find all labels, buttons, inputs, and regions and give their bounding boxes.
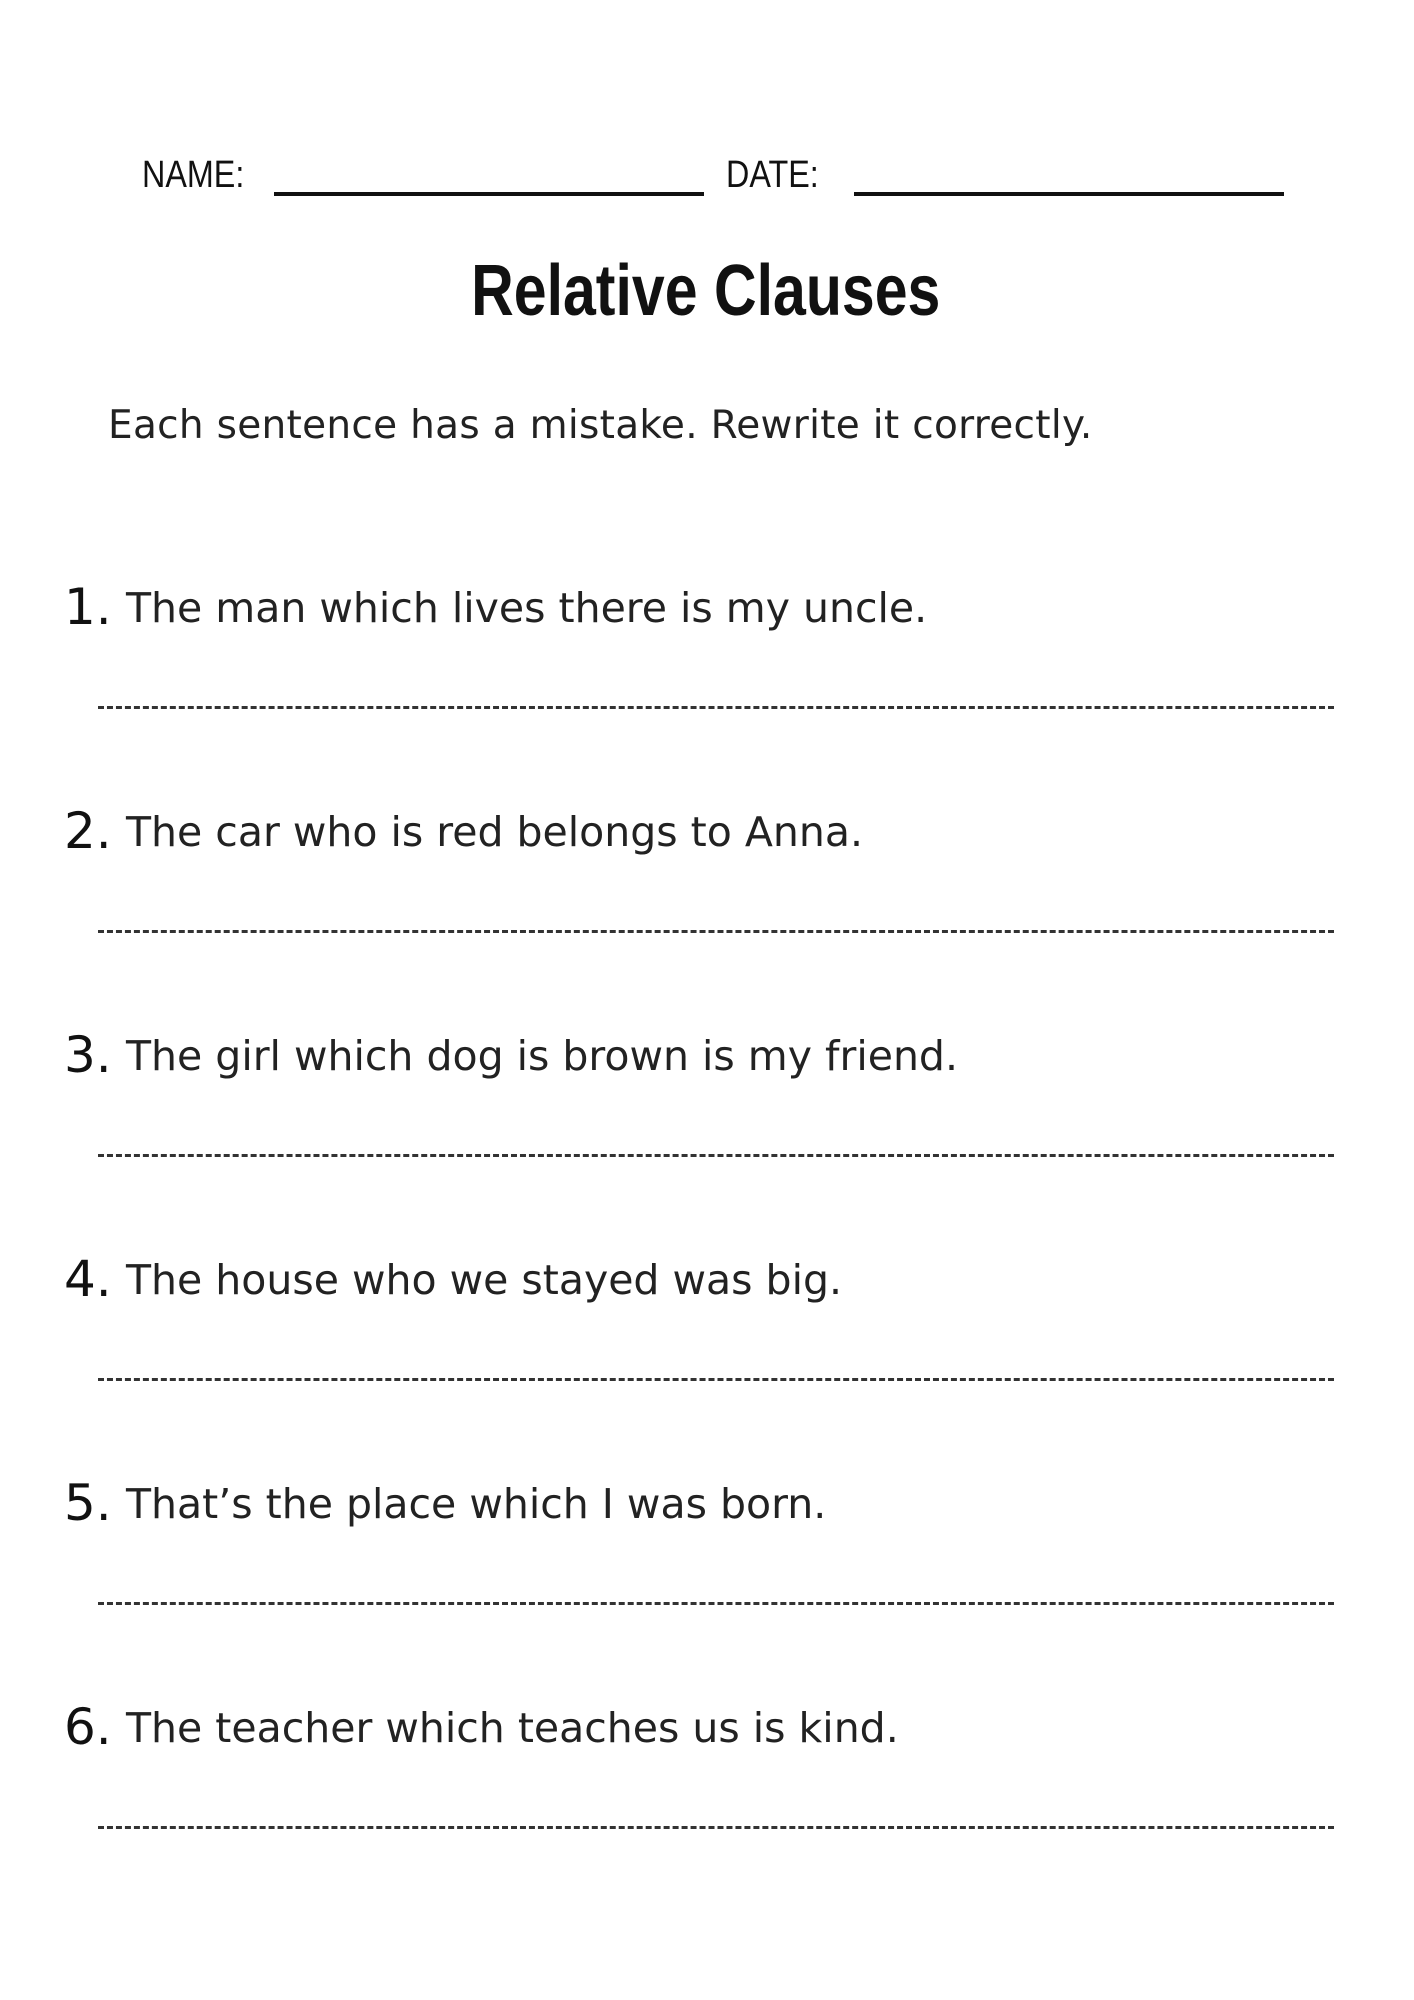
question-number: 4. xyxy=(64,1250,112,1308)
question-text: The girl which dog is brown is my friend. xyxy=(126,1032,958,1080)
question-text: The car who is red belongs to Anna. xyxy=(126,808,863,856)
name-field[interactable] xyxy=(274,192,704,196)
question-text: The teacher which teaches us is kind. xyxy=(126,1704,899,1752)
question-number: 2. xyxy=(64,802,112,860)
question-number: 5. xyxy=(64,1474,112,1532)
question-number: 1. xyxy=(64,578,112,636)
question-text: The man which lives there is my uncle. xyxy=(126,584,928,632)
name-label: NAME: xyxy=(142,154,245,196)
question-item xyxy=(64,578,1354,778)
question-text: That’s the place which I was born. xyxy=(126,1480,827,1528)
answer-line[interactable] xyxy=(98,930,1334,933)
question-item xyxy=(64,1474,1354,1674)
question-item xyxy=(64,1250,1354,1450)
answer-line[interactable] xyxy=(98,1602,1334,1605)
question-text: The house who we stayed was big. xyxy=(126,1256,843,1304)
answer-line[interactable] xyxy=(98,706,1334,709)
date-field[interactable] xyxy=(854,192,1284,196)
question-item xyxy=(64,1026,1354,1226)
answer-line[interactable] xyxy=(98,1826,1334,1829)
date-label: DATE: xyxy=(726,154,819,196)
worksheet-header xyxy=(142,146,1284,196)
question-item xyxy=(64,1698,1354,1898)
question-item xyxy=(64,802,1354,1002)
instructions: Each sentence has a mistake. Rewrite it correctly. xyxy=(108,403,1093,448)
answer-line[interactable] xyxy=(98,1378,1334,1381)
question-number: 6. xyxy=(64,1698,112,1756)
page-title: Relative Clauses xyxy=(471,251,941,331)
answer-line[interactable] xyxy=(98,1154,1334,1157)
question-number: 3. xyxy=(64,1026,112,1084)
